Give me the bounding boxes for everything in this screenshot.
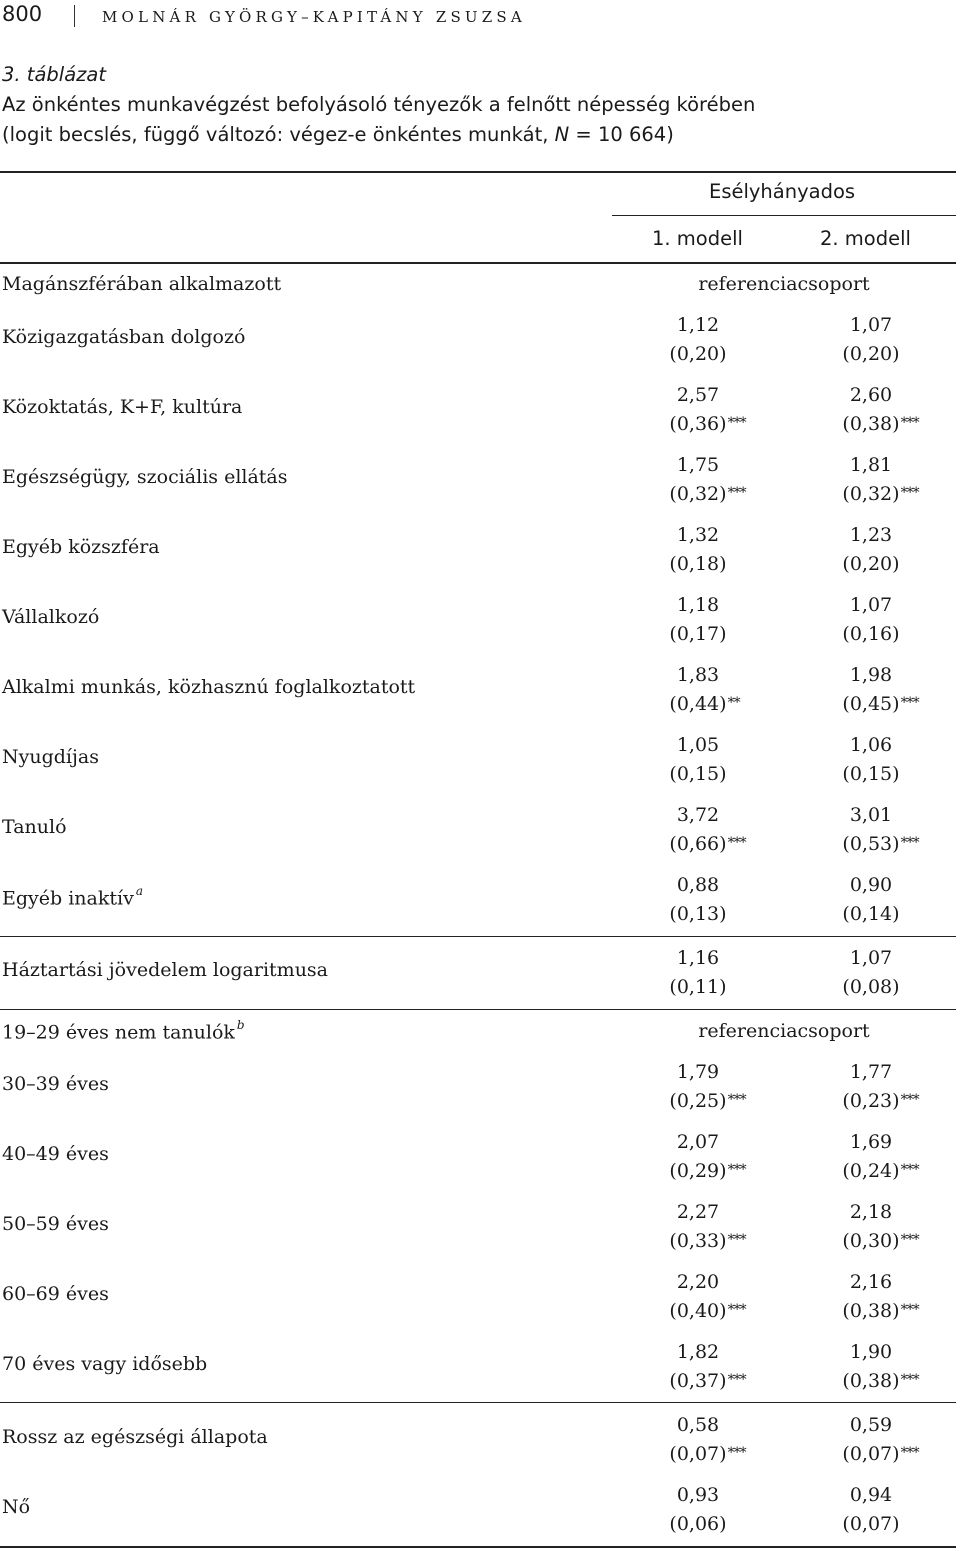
row-label [2,1020,245,1043]
standard-error [669,553,726,575]
odds-ratio-value: 1,75 [676,454,720,476]
standard-error [842,833,919,855]
standard-error [842,976,899,998]
standard-error-value: (0,38) [842,1370,900,1392]
page-number: 800 [2,2,43,26]
standard-error [669,1513,726,1535]
row-label [2,1073,109,1095]
row-label [2,536,160,558]
odds-ratio-value: 1,06 [849,734,893,756]
significance-stars: *** [900,835,919,851]
row-label-text: 50–59 éves [2,1213,109,1235]
standard-error [669,413,746,435]
standard-error [669,623,726,645]
odds-ratio-value: 0,93 [676,1484,720,1506]
model-2-cell [771,1481,960,1539]
row-label-text: 19–29 éves nem tanulók [2,1021,235,1044]
row-label [2,1283,109,1305]
section-rule-2 [0,1009,956,1010]
row-label [2,1143,109,1165]
row-label [2,959,328,981]
group-header-rule [612,215,956,216]
row-label [2,326,245,348]
odds-ratio-value: 1,79 [676,1061,720,1083]
model-1-cell [598,1481,798,1539]
standard-error-value: (0,15) [842,763,900,785]
significance-stars: *** [900,1372,919,1388]
model-2-cell [771,731,960,789]
row-label-text: Vállalkozó [2,606,100,628]
model-1-cell [598,801,798,859]
reference-group-cell: referenciacsoport [698,273,870,295]
subtitle-n-value: = 10 664) [569,123,674,146]
row-label-text: Közigazgatásban dolgozó [2,326,246,348]
odds-ratio-value: 2,16 [849,1271,893,1293]
standard-error [842,1370,919,1392]
significance-stars: *** [727,485,746,501]
standard-error-value: (0,14) [842,903,900,925]
significance-stars: *** [727,1372,746,1388]
odds-ratio-value: 1,90 [849,1341,893,1363]
standard-error-value: (0,23) [842,1090,900,1112]
model-1-cell [598,451,798,509]
group-header: Esélyhányados [709,180,856,203]
significance-stars: *** [900,1162,919,1178]
model-1-cell [598,661,798,719]
standard-error-value: (0,20) [842,343,900,365]
standard-error [669,903,726,925]
standard-error-value: (0,06) [669,1513,727,1535]
model-2-cell [771,1411,960,1469]
standard-error [669,1090,746,1112]
odds-ratio-value: 0,58 [676,1414,720,1436]
odds-ratio-value: 0,94 [849,1484,893,1506]
row-label-text: Egyéb közszféra [2,536,160,558]
significance-stars: *** [900,1302,919,1318]
odds-ratio-value: 2,18 [849,1201,893,1223]
standard-error [669,1300,746,1322]
odds-ratio-value: 0,90 [849,874,893,896]
standard-error [842,553,899,575]
row-label [2,1496,30,1518]
model-1-cell [598,1128,798,1186]
standard-error [669,976,726,998]
standard-error-value: (0,20) [842,553,900,575]
model-1-cell [598,871,798,929]
row-label [2,1426,268,1448]
standard-error-value: (0,33) [669,1230,727,1252]
odds-ratio-value: 1,07 [849,594,893,616]
odds-ratio-value: 3,01 [849,804,893,826]
odds-ratio-value: 1,12 [676,314,720,336]
odds-ratio-value: 1,16 [676,947,720,969]
model-1-cell [598,311,798,369]
odds-ratio-value: 0,88 [676,874,720,896]
significance-stars: ** [727,695,740,711]
standard-error-value: (0,30) [842,1230,900,1252]
odds-ratio-value: 0,59 [849,1414,893,1436]
significance-stars: *** [727,1232,746,1248]
model-1-cell [598,1411,798,1469]
odds-ratio-value: 2,07 [676,1131,720,1153]
row-label [2,606,99,628]
standard-error [842,903,899,925]
model-2-cell [771,311,960,369]
significance-stars: *** [900,1232,919,1248]
standard-error [842,1443,919,1465]
standard-error-value: (0,08) [842,976,900,998]
col-header-model-2: 2. modell [820,227,911,250]
odds-ratio-value: 2,20 [676,1271,720,1293]
row-label-text: Nyugdíjas [2,746,99,768]
significance-stars: *** [900,695,919,711]
standard-error-value: (0,25) [669,1090,727,1112]
standard-error-value: (0,18) [669,553,727,575]
standard-error-value: (0,13) [669,903,727,925]
model-1-cell [598,1338,798,1396]
standard-error-value: (0,45) [842,693,900,715]
odds-ratio-value: 2,27 [676,1201,720,1223]
table-top-rule [0,171,956,173]
standard-error [842,483,919,505]
standard-error [842,1090,919,1112]
table-caption [2,60,755,150]
significance-stars: *** [900,1445,919,1461]
significance-stars: *** [727,1445,746,1461]
model-2-cell [771,1058,960,1116]
standard-error [669,693,740,715]
standard-error [669,1230,746,1252]
model-2-cell [771,871,960,929]
row-label [2,466,288,488]
model-1-cell [598,1058,798,1116]
significance-stars: *** [900,485,919,501]
standard-error-value: (0,24) [842,1160,900,1182]
row-label [2,676,415,698]
row-label-text: Tanuló [2,816,67,838]
row-label-text: Háztartási jövedelem logaritmusa [2,959,329,981]
row-label-text: 40–49 éves [2,1143,109,1165]
row-label-text: 70 éves vagy idősebb [2,1353,208,1375]
odds-ratio-value: 1,69 [849,1131,893,1153]
row-label-text: Nő [2,1496,31,1518]
model-2-cell [771,1128,960,1186]
standard-error [669,763,726,785]
standard-error [842,1300,919,1322]
significance-stars: *** [727,1302,746,1318]
standard-error [669,483,746,505]
standard-error [842,623,899,645]
model-2-cell [771,1338,960,1396]
odds-ratio-value: 1,23 [849,524,893,546]
standard-error [842,1513,899,1535]
row-label-text: Közoktatás, K+F, kultúra [2,396,243,418]
odds-ratio-value: 1,81 [849,454,893,476]
odds-ratio-value: 1,83 [676,664,720,686]
row-label-text: Rossz az egészségi állapota [2,1426,268,1448]
significance-stars: *** [727,1162,746,1178]
reference-group-cell: referenciacsoport [698,1020,870,1042]
standard-error-value: (0,37) [669,1370,727,1392]
model-2-cell [771,521,960,579]
model-1-cell [598,731,798,789]
standard-error-value: (0,17) [669,623,727,645]
model-2-cell [771,801,960,859]
model-2-cell [771,451,960,509]
standard-error [842,1230,919,1252]
subtitle-n: N [554,123,570,146]
significance-stars: *** [727,835,746,851]
standard-error-value: (0,16) [842,623,900,645]
significance-stars: *** [900,1092,919,1108]
standard-error-value: (0,29) [669,1160,727,1182]
standard-error [669,1160,746,1182]
odds-ratio-value: 1,77 [849,1061,893,1083]
section-rule-1 [0,936,956,937]
standard-error [669,1370,746,1392]
footnote-marker: a [135,884,143,898]
model-2-cell [771,944,960,1002]
header-separator [74,5,75,27]
table-subtitle [2,120,755,150]
row-label-text: Egészségügy, szociális ellátás [2,466,288,488]
standard-error-value: (0,32) [669,483,727,505]
model-2-cell [771,1268,960,1326]
odds-ratio-value: 1,32 [676,524,720,546]
standard-error-value: (0,36) [669,413,727,435]
standard-error [842,413,919,435]
model-1-cell [598,944,798,1002]
table-title: Az önkéntes munkavégzést befolyásoló tényezők a felnőtt népesség körében [2,93,756,116]
odds-ratio-value: 3,72 [676,804,720,826]
model-2-cell [771,591,960,649]
row-label [2,273,281,295]
model-1-cell [598,521,798,579]
significance-stars: *** [900,415,919,431]
odds-ratio-value: 1,07 [849,947,893,969]
model-2-cell [771,661,960,719]
significance-stars: *** [727,1092,746,1108]
model-1-cell [598,1268,798,1326]
row-label-text: Egyéb inaktív [2,887,134,910]
standard-error-value: (0,38) [842,413,900,435]
standard-error-value: (0,44) [669,693,727,715]
row-label-text: 30–39 éves [2,1073,109,1095]
standard-error [669,833,746,855]
model-1-cell [598,381,798,439]
row-label [2,1353,207,1375]
odds-ratio-value: 1,82 [676,1341,720,1363]
standard-error-value: (0,07) [842,1443,900,1465]
row-label [2,886,143,909]
odds-ratio-value: 2,57 [676,384,720,406]
standard-error [842,693,919,715]
odds-ratio-value: 1,05 [676,734,720,756]
odds-ratio-value: 2,60 [849,384,893,406]
row-label [2,816,67,838]
col-header-model-1: 1. modell [652,227,743,250]
standard-error-value: (0,15) [669,763,727,785]
model-2-cell [771,1198,960,1256]
model-2-cell [771,381,960,439]
standard-error-value: (0,07) [669,1443,727,1465]
standard-error-value: (0,20) [669,343,727,365]
row-label-text: Alkalmi munkás, közhasznú foglalkoztatott [2,676,416,698]
row-label [2,396,242,418]
standard-error [669,343,726,365]
odds-ratio-value: 1,07 [849,314,893,336]
odds-ratio-value: 1,18 [676,594,720,616]
model-1-cell [598,1198,798,1256]
section-rule-3 [0,1402,956,1403]
row-label [2,1213,109,1235]
odds-ratio-value: 1,98 [849,664,893,686]
running-header [0,2,960,32]
model-1-cell [598,591,798,649]
table-label: 3. táblázat [2,63,106,86]
standard-error-value: (0,07) [842,1513,900,1535]
header-bottom-rule [0,262,956,264]
standard-error-value: (0,32) [842,483,900,505]
standard-error-value: (0,66) [669,833,727,855]
standard-error [842,1160,919,1182]
row-label [2,746,99,768]
table-bottom-rule [0,1546,956,1548]
footnote-marker: b [236,1018,245,1032]
standard-error [842,763,899,785]
running-header-authors: MOLNÁR GYÖRGY–KAPITÁNY ZSUZSA [102,8,526,26]
standard-error-value: (0,40) [669,1300,727,1322]
standard-error-value: (0,11) [669,976,727,998]
significance-stars: *** [727,415,746,431]
standard-error [669,1443,746,1465]
row-label-text: Magánszférában alkalmazott [2,273,282,295]
row-label-text: 60–69 éves [2,1283,109,1305]
subtitle-text: (logit becslés, függő változó: végez-e önkéntes munkát, [2,123,555,146]
standard-error-value: (0,38) [842,1300,900,1322]
standard-error [842,343,899,365]
standard-error-value: (0,53) [842,833,900,855]
